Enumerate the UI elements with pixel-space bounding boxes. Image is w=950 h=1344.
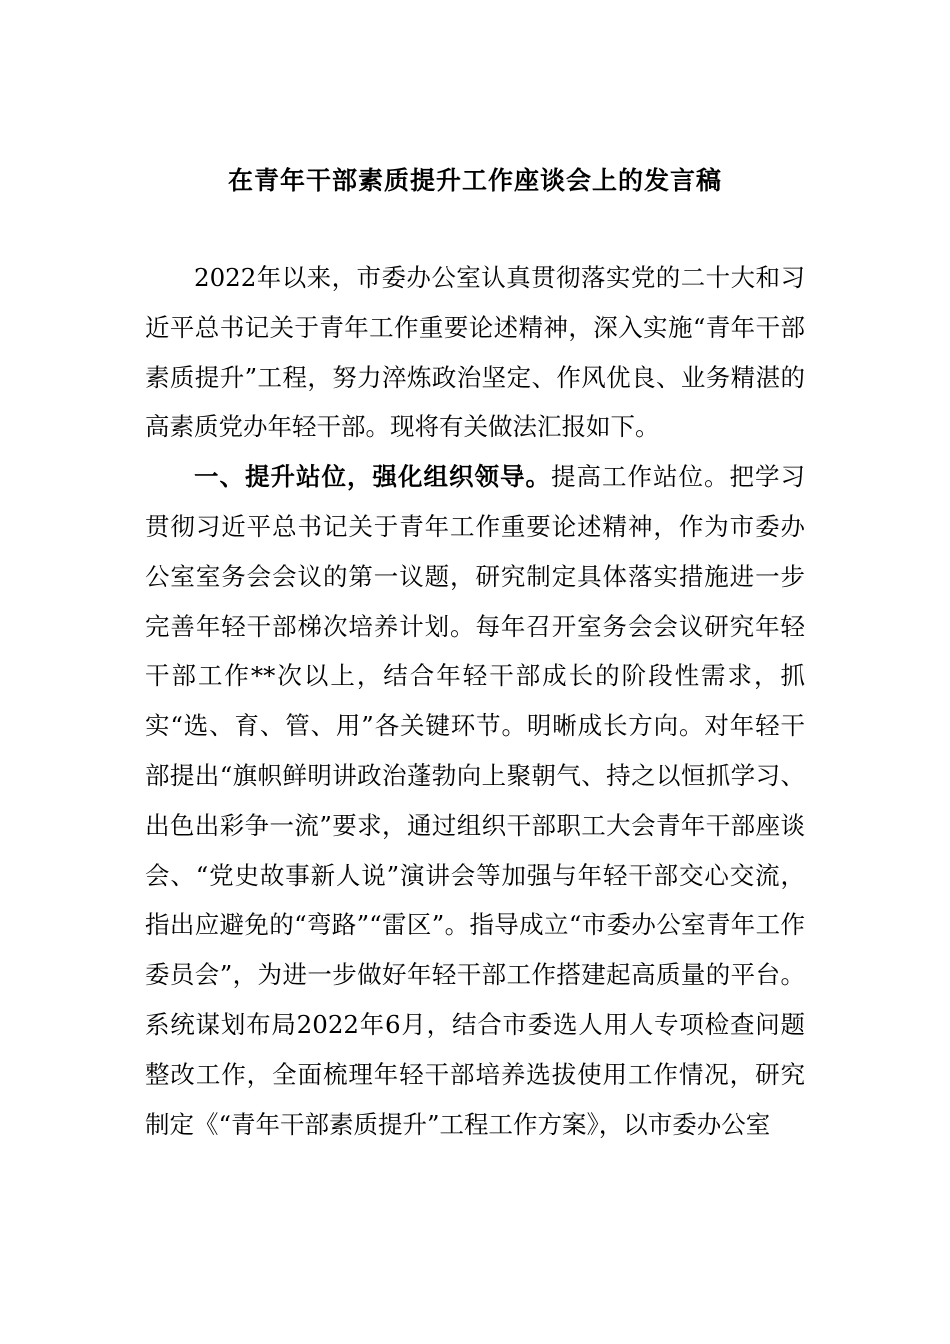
paragraph-intro xyxy=(145,253,805,452)
paragraph-text: 提高工作站位。把学习贯彻习近平总书记关于青年工作重要论述精神，作为市委办公室室务会会议的第一议题，研究制定具体落实措施进一步完善年轻干部梯次培养计划。每年召开室务会会议研究年轻干部工作**次以上，结合年轻干部成长的阶段性需求，抓实“选、育、管、用”各关键环节。明晰成长方向。对年轻干部提出“旗帜鲜明讲政治蓬勃向上聚朝气、持之以恒抓学习、出色出彩争一流”要求，通过组织干部职工大会青年干部座谈会、“党史故事新人说”演讲会等加强与年轻干部交心交流，指出应避免的“弯路”“雷区”。指导成立“市委办公室青年工作委员会”，为进一步做好年轻干部工作搭建起高质量的平台。系统谋划布局2022年6月，结合市委选人用人专项检查问题整改工作，全面梳理年轻干部培养选拔使用工作情况，研究制定《“青年干部素质提升”工程工作方案》，以市委办公室 xyxy=(145,462,805,1139)
document-body xyxy=(145,253,805,1149)
paragraph-text: 2022年以来，市委办公室认真贯彻落实党的二十大和习近平总书记关于青年工作重要论述精神，深入实施“青年干部素质提升”工程，努力淬炼政治坚定、作风优良、业务精湛的高素质党办年轻干部。现将有关做法汇报如下。 xyxy=(145,263,805,442)
document-title: 在青年干部素质提升工作座谈会上的发言稿 xyxy=(227,166,722,195)
section-heading: 一、提升站位，强化组织领导。 xyxy=(194,462,551,492)
paragraph-section-one xyxy=(145,452,805,1149)
